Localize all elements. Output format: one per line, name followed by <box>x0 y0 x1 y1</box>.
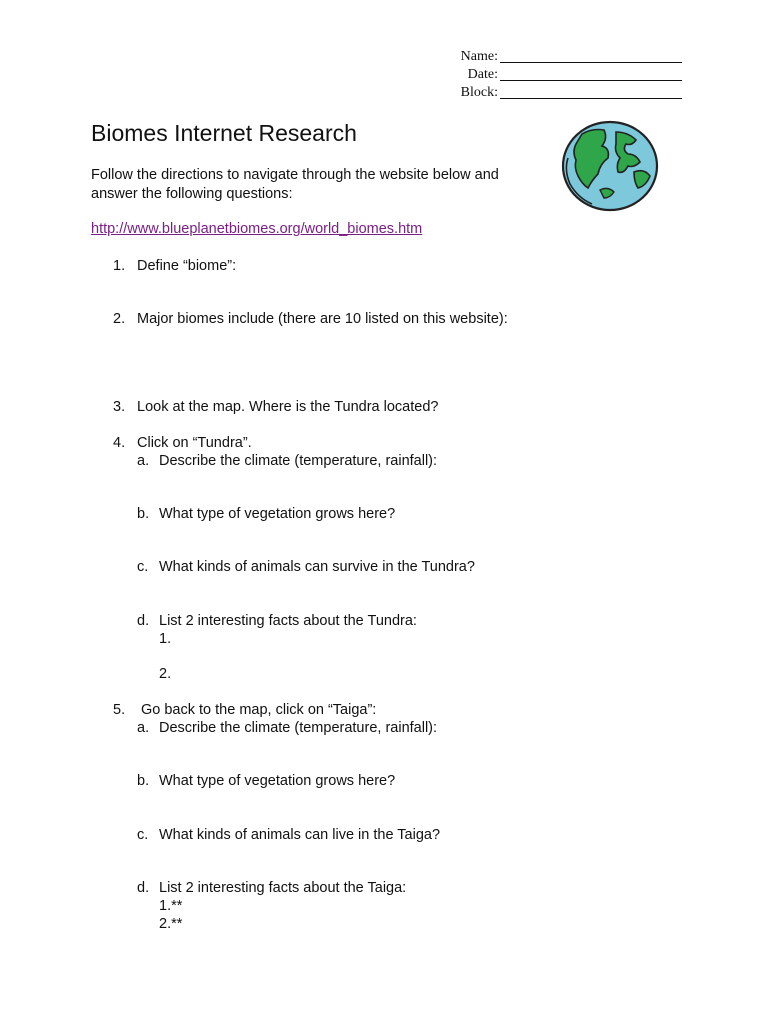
question-5c-text: What kinds of animals can live in the Taiga? <box>159 827 441 843</box>
date-field[interactable] <box>400 66 682 84</box>
question-5-text: Go back to the map, click on “Taiga”: <box>141 702 377 718</box>
question-5a-text: Describe the climate (temperature, rainfall): <box>159 720 438 736</box>
question-4b-letter: b. <box>137 506 150 522</box>
question-5d-fact-2: 2.** <box>159 916 183 932</box>
question-3-text: Look at the map. Where is the Tundra located? <box>137 399 439 415</box>
question-4a-letter: a. <box>137 453 150 469</box>
block-label: Block: <box>460 85 498 100</box>
question-5d-text: List 2 interesting facts about the Taiga: <box>159 880 407 896</box>
question-4d-letter: d. <box>137 613 150 629</box>
question-5d-letter: d. <box>137 880 150 896</box>
date-label: Date: <box>467 67 498 82</box>
question-4-text: Click on “Tundra”. <box>137 435 252 451</box>
question-2-number: 2. <box>113 311 126 327</box>
question-5d-fact-1: 1.** <box>159 898 183 914</box>
question-1-number: 1. <box>113 258 126 274</box>
question-3-number: 3. <box>113 399 126 415</box>
question-5a-letter: a. <box>137 720 150 736</box>
question-4d-text: List 2 interesting facts about the Tundra: <box>159 613 417 629</box>
intro-text: Follow the directions to navigate through the website below and answer the following questions: <box>91 167 499 202</box>
question-4c-text: What kinds of animals can survive in the Tundra? <box>159 559 475 575</box>
page-title: Biomes Internet Research <box>91 120 357 146</box>
question-4d-fact-1: 1. <box>159 631 172 647</box>
question-4c-letter: c. <box>137 559 149 575</box>
name-field[interactable] <box>400 48 682 66</box>
question-4d-fact-2: 2. <box>159 666 172 682</box>
question-1-text: Define “biome”: <box>137 258 237 274</box>
question-4b-text: What type of vegetation grows here? <box>159 506 396 522</box>
question-5b-text: What type of vegetation grows here? <box>159 773 396 789</box>
block-field[interactable] <box>400 84 682 102</box>
name-line[interactable] <box>500 62 682 63</box>
question-4a-text: Describe the climate (temperature, rainfall): <box>159 453 438 469</box>
question-5c-letter: c. <box>137 827 149 843</box>
question-4-number: 4. <box>113 435 126 451</box>
name-label: Name: <box>460 49 498 64</box>
question-5-number: 5. <box>113 702 126 718</box>
question-5b-letter: b. <box>137 773 150 789</box>
question-2-text: Major biomes include (there are 10 listed on this website): <box>137 311 508 327</box>
block-line[interactable] <box>500 98 682 99</box>
website-link[interactable]: http://www.blueplanetbiomes.org/world_biomes.htm <box>91 221 423 237</box>
globe-icon <box>558 118 662 214</box>
date-line[interactable] <box>500 80 682 81</box>
